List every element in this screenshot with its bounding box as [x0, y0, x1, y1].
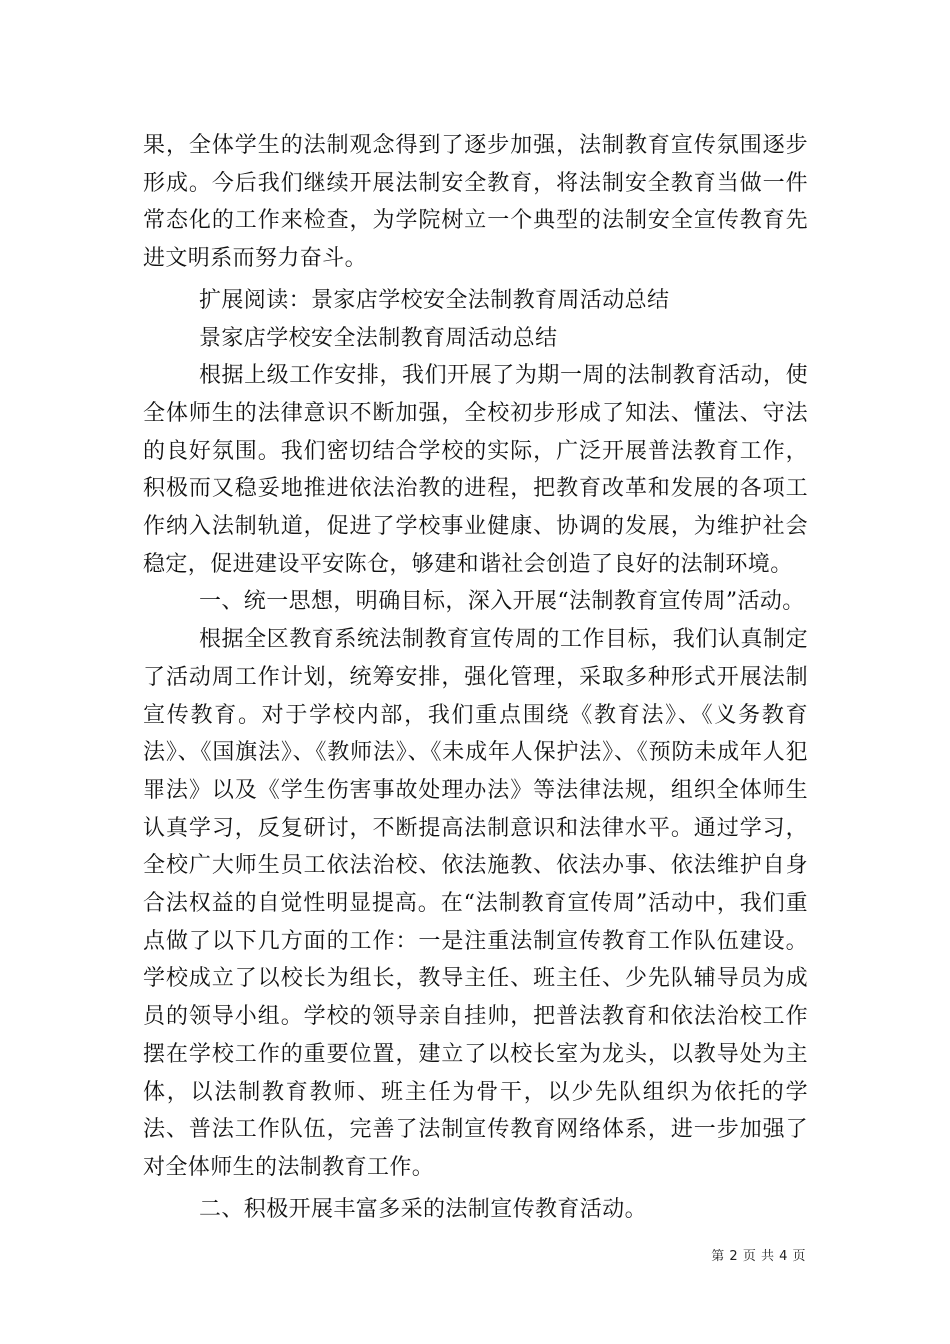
paragraph-continuation: 果，全体学生的法制观念得到了逐步加强，法制教育宣传氛围逐步形成。今后我们继续开展法制安全教育，将法制安全教育当做一件常态化的工作来检查，为学院树立一个典型的法制安全宣传教育先进文明系而努力奋斗。	[143, 133, 808, 272]
article-title: 景家店学校安全法制教育周活动总结	[199, 325, 558, 351]
section-heading-2: 二、积极开展丰富多采的法制宣传教育活动。	[199, 1196, 648, 1222]
paragraph-section-1: 根据全区教育系统法制教育宣传周的工作目标，我们认真制定了活动周工作计划，统筹安排，强化管理，采取多种形式开展法制宣传教育。对于学校内部，我们重点围绕《教育法》、《义务教育法》、《国旗法》、《教师法》、《未成年人保护法》、《预防未成年人犯罪法》以及《学生伤害事故处理办法》等法律法规，组织全体师生认真学习，反复研讨，不断提高法制意识和法律水平。通过学习，全校广大师生员工依法治校、依法施教、依法办事、依法维护自身合法权益的自觉性明显提高。在“法制教育宣传周”活动中，我们重点做了以下几方面的工作：一是注重法制宣传教育工作队伍建设。学校成立了以校长为组长，教导主任、班主任、少先队辅导员为成员的领导小组。学校的领导亲自挂帅，把普法教育和依法治校工作摆在学校工作的重要位置，建立了以校长室为龙头，以教导处为主体，以法制教育教师、班主任为骨干，以少先队组织为依托的学法、普法工作队伍，完善了法制宣传教育网络体系，进一步加强了对全体师生的法制教育工作。	[143, 627, 808, 1180]
page-number-footer: 第 2 页 共 4 页	[711, 1249, 806, 1264]
extended-reading-line: 扩展阅读：景家店学校安全法制教育周活动总结	[199, 287, 670, 313]
paragraph-intro: 根据上级工作安排，我们开展了为期一周的法制教育活动，使全体师生的法律意识不断加强，全校初步形成了知法、懂法、守法的良好氛围。我们密切结合学校的实际，广泛开展普法教育工作，积极而又稳妥地推进依法治教的进程，把教育改革和发展的各项工作纳入法制轨道，促进了学校事业健康、协调的发展，为维护社会稳定，促进建设平安陈仓，够建和谐社会创造了良好的法制环境。	[143, 363, 808, 577]
section-heading-1: 一、统一思想，明确目标，深入开展“法制教育宣传周”活动。	[199, 589, 805, 615]
document-body	[143, 127, 808, 1228]
